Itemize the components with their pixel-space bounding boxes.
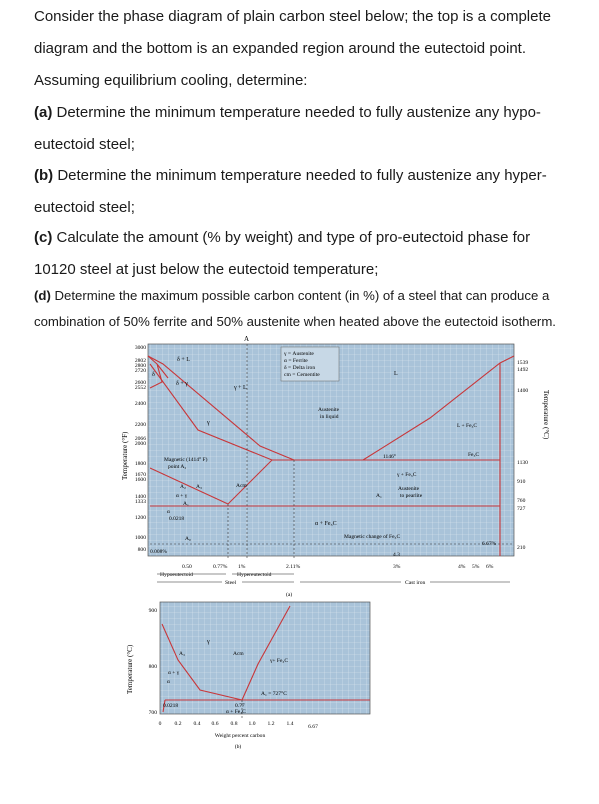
x-tick-12: 1.2 <box>267 721 275 727</box>
tick-2066: 2066 <box>134 436 146 442</box>
tick-1130: 1130 <box>517 460 528 466</box>
top-legend <box>281 347 339 381</box>
bottom-axis-label: Temperature (°C) <box>126 644 134 694</box>
label-alpha-fe3c: α + Fe₃C <box>315 521 337 527</box>
top-phase-diagram <box>121 335 550 598</box>
tick-2000: 2000 <box>134 441 146 447</box>
x-tick-04: 0.4 <box>193 721 201 727</box>
tick-1400: 1400 <box>517 388 529 394</box>
bottom-label-alpha: α <box>167 679 170 685</box>
label-austenite-pearlite-2: to pearlite <box>400 493 423 499</box>
tick-910: 910 <box>517 479 526 485</box>
label-steel: Steel <box>225 580 237 586</box>
label-a0: A₀ <box>185 536 191 542</box>
tick-2800: 2800 <box>134 363 146 369</box>
y-tick-800: 800 <box>148 664 157 670</box>
bottom-label-alpha-gamma: α + γ <box>168 670 180 676</box>
label-magnetic-2: point A₂ <box>168 464 187 470</box>
part-b-text: Determine the minimum temperature needed to fully austenize any hyper- <box>53 167 547 184</box>
label-cast-iron: Cast iron <box>405 580 426 586</box>
top-right-axis-label: Temperature (°C) <box>542 390 550 440</box>
x-4: 4% <box>458 564 466 570</box>
label-gamma: γ <box>207 420 210 426</box>
tick-2400: 2400 <box>134 401 146 407</box>
bottom-x-ticks <box>159 721 318 750</box>
x-3: 3% <box>393 564 401 570</box>
part-d-text: Determine the maximum possible carbon content (in %) of a steel that can produce a <box>50 288 550 303</box>
part-a-label: (a) <box>34 104 53 121</box>
label-667: 6.67% <box>482 541 497 547</box>
x-tick-06: 0.6 <box>211 721 219 727</box>
tick-760: 760 <box>517 498 526 504</box>
part-a-line-2: eutectoid steel; <box>34 136 135 153</box>
part-d-line-2: combination of 50% ferrite and 50% austenite when heated above the eutectoid isotherm. <box>34 314 556 329</box>
label-hypoeutectoid: Hypoeutectoid <box>160 572 193 578</box>
tick-1800: 1800 <box>134 461 146 467</box>
top-caption: (a) <box>286 592 293 598</box>
label-1146: 1146° <box>383 454 396 460</box>
label-magnetic-1: Magnetic (1414° F) <box>164 457 208 463</box>
x-5: 5% <box>472 564 480 570</box>
legend-cementite: cm = Cementite <box>284 372 320 378</box>
label-austenite-pearlite-a1: A₁ <box>376 493 382 499</box>
part-a-text: Determine the minimum temperature needed to fully austenize any hypo- <box>52 104 541 121</box>
bottom-label-a3: A₃ <box>179 651 185 657</box>
top-left-ticks <box>135 345 146 553</box>
tick-1670: 1670 <box>134 472 146 478</box>
label-0008: 0.008% <box>150 549 167 555</box>
label-austenite-in-liquid-1: Austenite <box>318 407 340 413</box>
label-delta-gamma: δ + γ <box>176 381 188 387</box>
question-line-3: Assuming equilibrium cooling, determine: <box>34 72 308 89</box>
part-d-label: (d) <box>34 288 51 303</box>
part-c-label: (c) <box>34 229 53 246</box>
part-c-text: Calculate the amount (% by weight) and type of pro-eutectoid phase for <box>52 229 531 246</box>
tick-3000: 3000 <box>134 345 146 351</box>
x-tick-10: 1.0 <box>248 721 256 727</box>
label-43: 4.3 <box>393 552 400 558</box>
label-l: L <box>394 371 398 377</box>
x-tick-02: 0.2 <box>174 721 182 727</box>
label-magnetic-change: Magnetic change of Fe₃C <box>344 534 401 540</box>
tick-2600: 2600 <box>134 380 146 386</box>
bottom-label-077: 0.77 <box>235 703 245 709</box>
x-6: 6% <box>486 564 494 570</box>
question-line-2: diagram and the bottom is an expanded region around the eutectoid point. <box>34 40 527 57</box>
bottom-label-acm: Acm <box>233 651 244 657</box>
y-tick-900: 900 <box>148 608 157 614</box>
bottom-x-axis-label: Weight percent carbon <box>214 733 266 739</box>
y-tick-700: 700 <box>148 710 157 716</box>
tick-2802: 2802 <box>134 358 146 364</box>
label-00218: 0.0218 <box>169 516 185 522</box>
x-211: 2.11% <box>286 564 301 570</box>
x-tick-08: 0.8 <box>230 721 238 727</box>
bottom-y-ticks <box>149 608 158 716</box>
tick-1600: 1600 <box>134 477 146 483</box>
top-right-ticks <box>517 360 528 551</box>
tick-1200: 1200 <box>134 515 146 521</box>
top-letter-a: A <box>244 335 250 343</box>
bottom-label-gamma-fe3c: γ+ Fe₃C <box>270 658 288 664</box>
tick-2720: 2720 <box>134 368 146 374</box>
part-b-line-2: eutectoid steel; <box>34 199 135 216</box>
legend-delta-iron: δ = Delta iron <box>284 365 316 371</box>
bottom-label-00218: 0.0218 <box>163 703 179 709</box>
label-a3: A₃ <box>196 484 202 490</box>
label-a1: A₁ <box>183 501 189 507</box>
tick-210: 210 <box>517 545 526 551</box>
top-x-arrows <box>157 574 510 582</box>
x-077: 0.77% <box>213 564 228 570</box>
legend-austenite: γ = Austenite <box>284 351 314 357</box>
label-delta: δ <box>152 372 155 378</box>
bottom-label-a1-727: A₁ = 727°C <box>261 691 287 697</box>
tick-1400: 1400 <box>134 494 146 500</box>
tick-727: 727 <box>517 506 526 512</box>
tick-1539: 1539 <box>517 360 529 366</box>
label-delta-l: δ + L <box>177 357 190 363</box>
question-line-1: Consider the phase diagram of plain carbon steel below; the top is a complete <box>34 8 551 25</box>
bottom-phase-diagram <box>126 602 370 750</box>
x-050: 0.50 <box>182 564 192 570</box>
tick-1492: 1492 <box>517 367 529 373</box>
label-alpha: α <box>167 509 170 515</box>
part-c-line-2: 10120 steel at just below the eutectoid temperature; <box>34 261 379 278</box>
bottom-caption: (b) <box>234 744 242 750</box>
label-a2: A₂ <box>180 484 186 490</box>
label-l-fe3c: L + Fe₃C <box>457 423 478 429</box>
label-alpha-gamma: α + γ <box>176 493 188 499</box>
label-gamma-fe3c: γ + Fe₃C <box>397 472 417 478</box>
label-gamma-l: γ + L <box>234 385 247 391</box>
tick-800: 800 <box>137 547 146 553</box>
x-tick-0: 0 <box>158 721 162 727</box>
tick-1000: 1000 <box>134 535 146 541</box>
label-fe3c: Fe₃C <box>468 452 480 458</box>
top-left-axis-label: Temperature (°F) <box>121 431 129 480</box>
label-austenite-in-liquid-2: in liquid <box>320 414 339 420</box>
x-tick-667: 6.67 <box>308 724 318 730</box>
label-austenite-pearlite-1: Austenite <box>398 486 420 492</box>
top-x-axis <box>160 564 494 598</box>
tick-2552: 2552 <box>134 385 146 391</box>
bottom-label-gamma: γ <box>207 639 210 645</box>
x-1: 1% <box>238 564 246 570</box>
part-b-label: (b) <box>34 167 54 184</box>
legend-ferrite: α = Ferrite <box>284 358 308 364</box>
tick-2200: 2200 <box>134 422 146 428</box>
tick-1333: 1333 <box>134 499 146 505</box>
label-acm: Acm <box>236 483 247 489</box>
x-tick-14: 1.4 <box>286 721 294 727</box>
label-hypereutectoid: Hypereutectoid <box>237 572 272 578</box>
bottom-label-alpha-fe3c: α + Fe₃C <box>226 709 246 715</box>
